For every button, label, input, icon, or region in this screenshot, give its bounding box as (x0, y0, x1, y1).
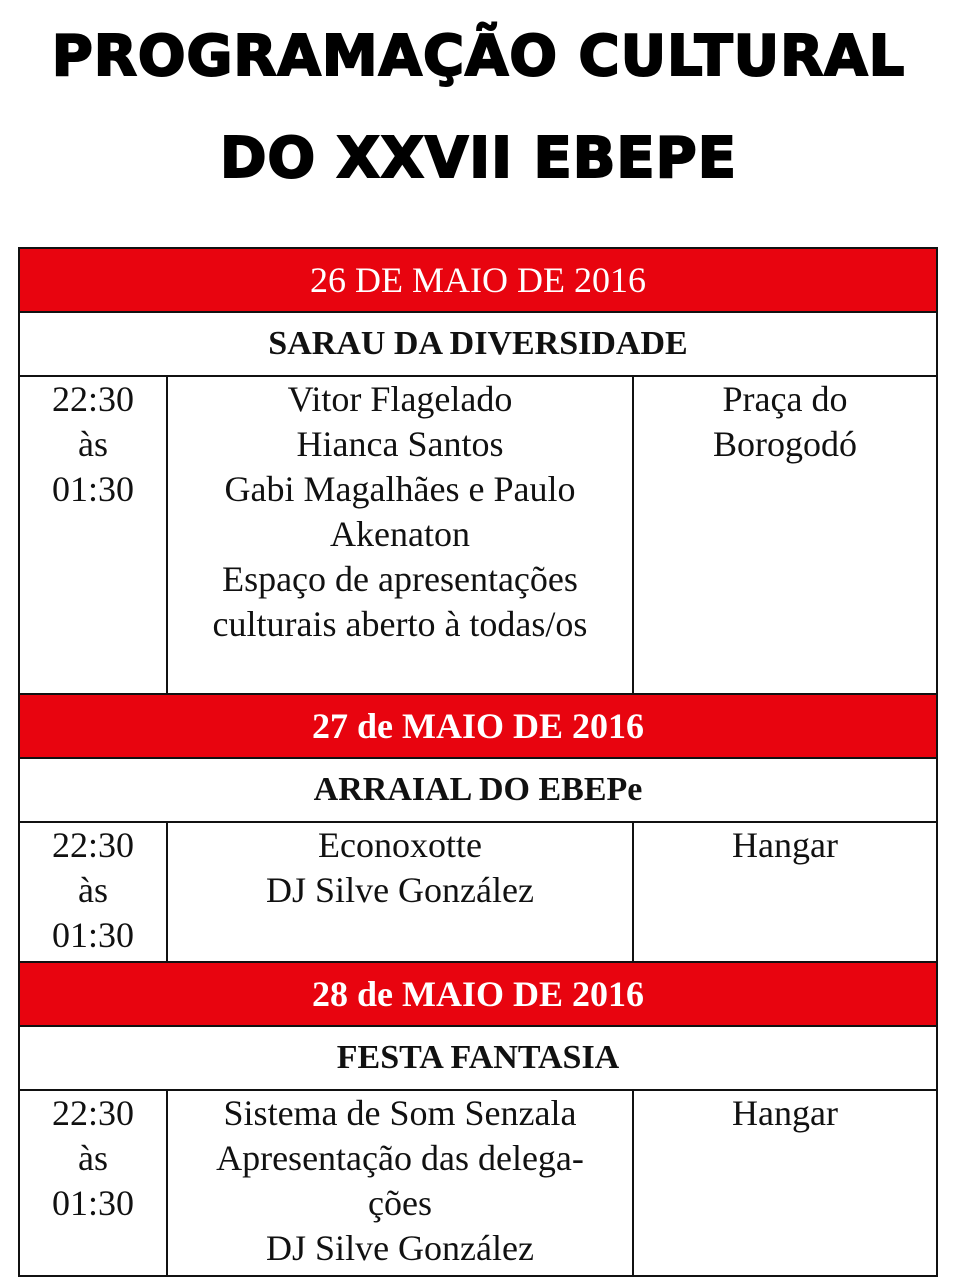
act-line: ções (368, 1183, 432, 1223)
day-2-time (19, 822, 167, 962)
day-3-date-row (19, 962, 937, 1026)
day-1-time (19, 376, 167, 694)
day-3-event-row (19, 1026, 937, 1090)
day-1-venue (633, 376, 937, 694)
venue-line: Borogodó (713, 424, 857, 464)
day-1-event-name: SARAU DA DIVERSIDADE (19, 312, 937, 376)
act-line: Gabi Magalhães e Paulo (224, 469, 576, 509)
venue-line: Praça do (722, 379, 848, 419)
day-3-event-name: FESTA FANTASIA (19, 1026, 937, 1090)
time-connector: às (78, 1138, 108, 1178)
time-start: 22:30 (51, 825, 134, 865)
time-end: 01:30 (51, 1183, 134, 1223)
day-1-schedule-row (19, 376, 937, 694)
act-line: Espaço de apresentações (222, 559, 578, 599)
day-1-event-row (19, 312, 937, 376)
act-line: Sistema de Som Senzala (223, 1093, 577, 1133)
venue-line: Hangar (732, 1093, 838, 1133)
schedule-table (18, 247, 938, 1277)
day-2-event-row (19, 758, 937, 822)
day-3-date: 28 de MAIO DE 2016 (19, 962, 937, 1026)
day-1-date: 26 DE MAIO DE 2016 (19, 248, 937, 312)
act-line: culturais aberto à todas/os (212, 604, 588, 644)
page-title-line-2: DO XXVII EBEPE (220, 126, 737, 191)
time-start: 22:30 (51, 379, 134, 419)
day-3-venue (633, 1090, 937, 1276)
act-line: Vitor Flagelado (287, 379, 513, 419)
act-line: Akenaton (330, 514, 470, 554)
act-line: Apresentação das delega- (216, 1138, 584, 1178)
act-line: Econoxotte (318, 825, 482, 865)
time-connector: às (78, 870, 108, 910)
day-1-acts (167, 376, 633, 694)
day-3-time (19, 1090, 167, 1276)
day-2-acts (167, 822, 633, 962)
day-2-event-name: ARRAIAL DO EBEPe (19, 758, 937, 822)
act-line: Hianca Santos (296, 424, 504, 464)
day-2-schedule-row (19, 822, 937, 962)
act-line: DJ Silve González (266, 1228, 534, 1268)
time-connector: às (78, 424, 108, 464)
day-2-venue (633, 822, 937, 962)
act-line: DJ Silve González (266, 870, 534, 910)
venue-line: Hangar (732, 825, 838, 865)
day-3-acts (167, 1090, 633, 1276)
time-end: 01:30 (51, 915, 134, 955)
time-start: 22:30 (51, 1093, 134, 1133)
day-2-date: 27 de MAIO DE 2016 (19, 694, 937, 758)
day-3-schedule-row (19, 1090, 937, 1276)
day-1-date-row (19, 248, 937, 312)
time-end: 01:30 (51, 469, 134, 509)
day-2-date-row (19, 694, 937, 758)
page-title-line-1: PROGRAMAÇÃO CULTURAL (51, 24, 906, 89)
